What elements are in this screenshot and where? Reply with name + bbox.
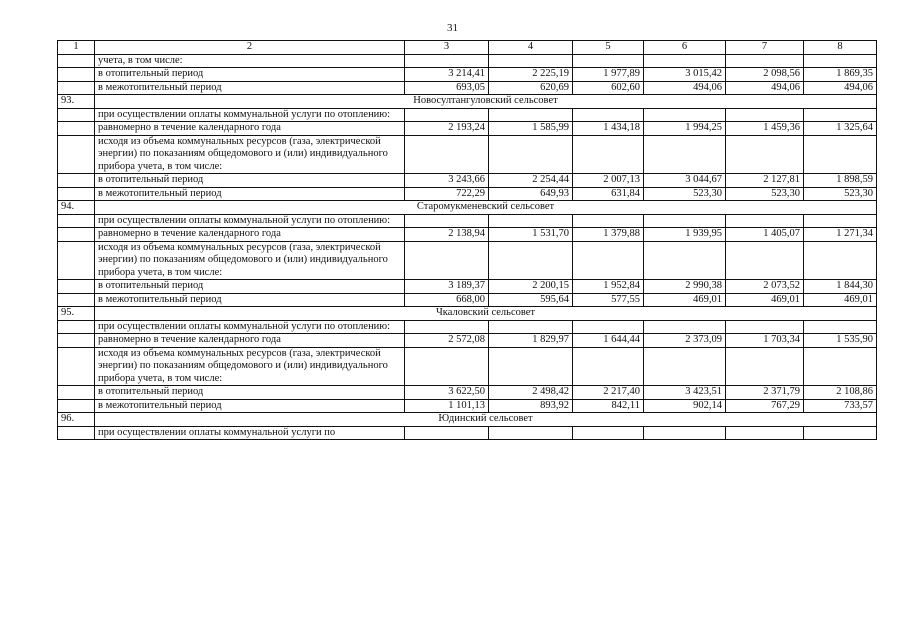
value-cell: 1 829,97 <box>489 334 573 348</box>
value-cell: 1 434,18 <box>573 122 644 136</box>
value-cell: 2 193,24 <box>405 122 489 136</box>
number-cell <box>58 187 95 201</box>
row-label: при осуществлении оплаты коммунальной услуги по <box>95 426 405 440</box>
row-label: в межотопительный период <box>95 293 405 307</box>
table-row <box>58 214 877 228</box>
value-cell <box>644 320 726 334</box>
value-cell: 2 138,94 <box>405 228 489 242</box>
value-cell <box>726 426 804 440</box>
number-cell <box>58 334 95 348</box>
value-cell: 2 098,56 <box>726 68 804 82</box>
value-cell: 523,30 <box>644 187 726 201</box>
row-label: в отопительный период <box>95 280 405 294</box>
value-cell <box>644 108 726 122</box>
value-cell: 1 994,25 <box>644 122 726 136</box>
value-cell: 469,01 <box>644 293 726 307</box>
value-cell: 523,30 <box>726 187 804 201</box>
value-cell: 1 535,90 <box>804 334 877 348</box>
section-row <box>58 201 877 215</box>
section-number: 95. <box>58 307 95 321</box>
value-cell <box>644 426 726 440</box>
value-cell: 649,93 <box>489 187 573 201</box>
number-cell <box>58 108 95 122</box>
section-name: Чкаловский сельсовет <box>95 307 877 321</box>
value-cell: 3 189,37 <box>405 280 489 294</box>
row-label: в межотопительный период <box>95 399 405 413</box>
value-cell: 2 200,15 <box>489 280 573 294</box>
value-cell: 902,14 <box>644 399 726 413</box>
value-cell <box>804 241 877 280</box>
value-cell: 3 622,50 <box>405 386 489 400</box>
header-cell: 6 <box>644 41 726 55</box>
value-cell: 2 990,38 <box>644 280 726 294</box>
number-cell <box>58 347 95 386</box>
value-cell: 2 127,81 <box>726 174 804 188</box>
value-cell: 1 459,36 <box>726 122 804 136</box>
value-cell: 1 405,07 <box>726 228 804 242</box>
value-cell <box>489 241 573 280</box>
table-row <box>58 280 877 294</box>
table-row <box>58 320 877 334</box>
number-cell <box>58 54 95 68</box>
value-cell <box>489 347 573 386</box>
value-cell <box>573 54 644 68</box>
value-cell: 722,29 <box>405 187 489 201</box>
value-cell <box>726 347 804 386</box>
row-label: равномерно в течение календарного года <box>95 122 405 136</box>
value-cell: 893,92 <box>489 399 573 413</box>
value-cell <box>804 108 877 122</box>
value-cell <box>726 320 804 334</box>
value-cell <box>489 320 573 334</box>
value-cell <box>405 426 489 440</box>
row-label: при осуществлении оплаты коммунальной услуги по отоплению: <box>95 214 405 228</box>
table-row <box>58 54 877 68</box>
value-cell <box>726 135 804 174</box>
value-cell <box>405 54 489 68</box>
value-cell: 494,06 <box>804 81 877 95</box>
value-cell <box>405 214 489 228</box>
section-name: Старомукменевский сельсовет <box>95 201 877 215</box>
row-label: при осуществлении оплаты коммунальной услуги по отоплению: <box>95 108 405 122</box>
table-row <box>58 122 877 136</box>
value-cell: 469,01 <box>726 293 804 307</box>
value-cell <box>573 320 644 334</box>
value-cell: 2 373,09 <box>644 334 726 348</box>
value-cell: 577,55 <box>573 293 644 307</box>
value-cell: 469,01 <box>804 293 877 307</box>
value-cell <box>804 135 877 174</box>
section-name: Новосултангуловский сельсовет <box>95 95 877 109</box>
value-cell: 494,06 <box>644 81 726 95</box>
table-row <box>58 241 877 280</box>
table-row <box>58 68 877 82</box>
row-label: равномерно в течение календарного года <box>95 334 405 348</box>
value-cell: 1 531,70 <box>489 228 573 242</box>
value-cell: 767,29 <box>726 399 804 413</box>
value-cell <box>726 54 804 68</box>
value-cell: 3 015,42 <box>644 68 726 82</box>
value-cell: 1 703,34 <box>726 334 804 348</box>
value-cell: 620,69 <box>489 81 573 95</box>
value-cell: 2 498,42 <box>489 386 573 400</box>
header-cell: 7 <box>726 41 804 55</box>
value-cell: 2 217,40 <box>573 386 644 400</box>
table-row <box>58 174 877 188</box>
section-name: Юдинский сельсовет <box>95 413 877 427</box>
table-row <box>58 347 877 386</box>
value-cell: 3 214,41 <box>405 68 489 82</box>
tariff-table <box>57 40 877 440</box>
header-cell: 3 <box>405 41 489 55</box>
value-cell: 1 585,99 <box>489 122 573 136</box>
value-cell: 2 007,13 <box>573 174 644 188</box>
value-cell: 1 869,35 <box>804 68 877 82</box>
value-cell <box>726 241 804 280</box>
value-cell <box>573 347 644 386</box>
value-cell <box>726 108 804 122</box>
section-number: 94. <box>58 201 95 215</box>
number-cell <box>58 280 95 294</box>
value-cell <box>489 108 573 122</box>
row-label: исходя из объема коммунальных ресурсов (газа, электрической энергии) по показаниям общедомового и (или) индивидуального прибора учета, в том числе: <box>95 241 405 280</box>
header-cell: 2 <box>95 41 405 55</box>
table-row <box>58 228 877 242</box>
number-cell <box>58 122 95 136</box>
number-cell <box>58 214 95 228</box>
value-cell <box>644 347 726 386</box>
header-cell: 4 <box>489 41 573 55</box>
value-cell: 2 225,19 <box>489 68 573 82</box>
value-cell <box>573 426 644 440</box>
value-cell <box>405 108 489 122</box>
table-row <box>58 293 877 307</box>
value-cell: 2 572,08 <box>405 334 489 348</box>
value-cell: 602,60 <box>573 81 644 95</box>
value-cell: 2 073,52 <box>726 280 804 294</box>
number-cell <box>58 426 95 440</box>
row-label: при осуществлении оплаты коммунальной услуги по отоплению: <box>95 320 405 334</box>
value-cell <box>804 214 877 228</box>
number-cell <box>58 228 95 242</box>
value-cell: 1 898,59 <box>804 174 877 188</box>
row-label: равномерно в течение календарного года <box>95 228 405 242</box>
value-cell: 2 371,79 <box>726 386 804 400</box>
value-cell <box>644 54 726 68</box>
value-cell <box>405 347 489 386</box>
number-cell <box>58 386 95 400</box>
value-cell: 1 977,89 <box>573 68 644 82</box>
value-cell: 1 952,84 <box>573 280 644 294</box>
value-cell <box>644 241 726 280</box>
table-row <box>58 386 877 400</box>
section-row <box>58 413 877 427</box>
table-row <box>58 81 877 95</box>
value-cell: 595,64 <box>489 293 573 307</box>
value-cell <box>489 214 573 228</box>
value-cell: 733,57 <box>804 399 877 413</box>
value-cell: 1 644,44 <box>573 334 644 348</box>
section-number: 96. <box>58 413 95 427</box>
value-cell: 1 939,95 <box>644 228 726 242</box>
table-row <box>58 426 877 440</box>
number-cell <box>58 293 95 307</box>
value-cell: 668,00 <box>405 293 489 307</box>
value-cell <box>405 320 489 334</box>
value-cell: 631,84 <box>573 187 644 201</box>
value-cell <box>644 214 726 228</box>
number-cell <box>58 68 95 82</box>
number-cell <box>58 399 95 413</box>
value-cell: 842,11 <box>573 399 644 413</box>
row-label: в отопительный период <box>95 68 405 82</box>
header-cell: 1 <box>58 41 95 55</box>
table-row <box>58 187 877 201</box>
value-cell: 2 254,44 <box>489 174 573 188</box>
value-cell: 1 101,13 <box>405 399 489 413</box>
table-row <box>58 108 877 122</box>
value-cell: 3 243,66 <box>405 174 489 188</box>
value-cell <box>804 320 877 334</box>
page-number: 31 <box>447 22 458 34</box>
section-row <box>58 95 877 109</box>
table-row <box>58 135 877 174</box>
value-cell <box>489 135 573 174</box>
number-cell <box>58 135 95 174</box>
value-cell <box>405 241 489 280</box>
row-label: исходя из объема коммунальных ресурсов (газа, электрической энергии) по показаниям общедомового и (или) индивидуального прибора учета, в том числе: <box>95 347 405 386</box>
value-cell <box>489 54 573 68</box>
value-cell: 693,05 <box>405 81 489 95</box>
value-cell: 3 423,51 <box>644 386 726 400</box>
header-row <box>58 41 877 55</box>
row-label: в отопительный период <box>95 386 405 400</box>
value-cell <box>804 54 877 68</box>
row-label: в отопительный период <box>95 174 405 188</box>
value-cell: 523,30 <box>804 187 877 201</box>
value-cell <box>405 135 489 174</box>
value-cell <box>489 426 573 440</box>
value-cell <box>573 214 644 228</box>
value-cell <box>804 347 877 386</box>
value-cell: 2 108,86 <box>804 386 877 400</box>
row-label: учета, в том числе: <box>95 54 405 68</box>
value-cell: 494,06 <box>726 81 804 95</box>
section-number: 93. <box>58 95 95 109</box>
row-label: в межотопительный период <box>95 187 405 201</box>
table-row <box>58 399 877 413</box>
row-label: в межотопительный период <box>95 81 405 95</box>
value-cell <box>573 135 644 174</box>
value-cell <box>726 214 804 228</box>
header-cell: 5 <box>573 41 644 55</box>
value-cell: 1 325,64 <box>804 122 877 136</box>
value-cell <box>804 426 877 440</box>
value-cell <box>573 241 644 280</box>
value-cell: 3 044,67 <box>644 174 726 188</box>
row-label: исходя из объема коммунальных ресурсов (газа, электрической энергии) по показаниям общедомового и (или) индивидуального прибора учета, в том числе: <box>95 135 405 174</box>
value-cell: 1 844,30 <box>804 280 877 294</box>
header-cell: 8 <box>804 41 877 55</box>
number-cell <box>58 320 95 334</box>
number-cell <box>58 81 95 95</box>
number-cell <box>58 241 95 280</box>
table-row <box>58 334 877 348</box>
value-cell: 1 379,88 <box>573 228 644 242</box>
value-cell <box>573 108 644 122</box>
number-cell <box>58 174 95 188</box>
section-row <box>58 307 877 321</box>
value-cell <box>644 135 726 174</box>
value-cell: 1 271,34 <box>804 228 877 242</box>
